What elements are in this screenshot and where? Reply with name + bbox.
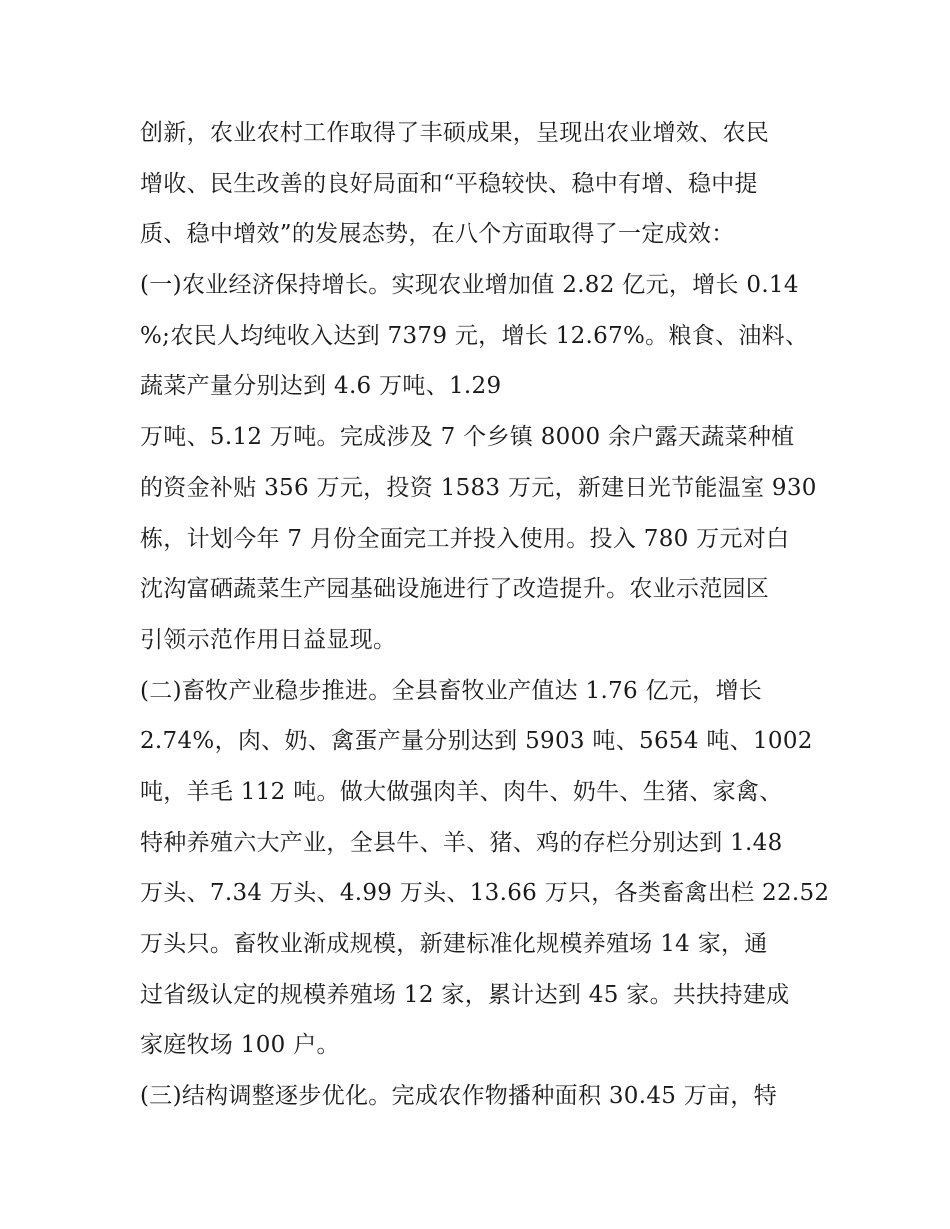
text-line: 万吨、5.12 万吨。完成涉及 7 个乡镇 8000 余户露天蔬菜种植	[140, 424, 795, 451]
section-heading-line: (一)农业经济保持增长。实现农业增加值 2.82 亿元，增长 0.14	[140, 272, 799, 299]
text-line: 沈沟富硒蔬菜生产园基础设施进行了改造提升。农业示范园区	[140, 576, 770, 603]
document-body	[140, 108, 830, 1122]
text-line: %;农民人均纯收入达到 7379 元，增长 12.67%。粮食、油料、	[140, 322, 809, 349]
text-line: 2.74%，肉、奶、禽蛋产量分别达到 5903 吨、5654 吨、1002	[140, 728, 813, 755]
section-heading-line: (三)结构调整逐步优化。完成农作物播种面积 30.45 万亩，特	[140, 1083, 778, 1110]
text-line: 引领示范作用日益显现。	[140, 626, 397, 653]
text-line: 特种养殖六大产业，全县牛、羊、猪、鸡的存栏分别达到 1.48	[140, 829, 783, 856]
section-heading-line: (二)畜牧产业稳步推进。全县畜牧业产值达 1.76 亿元，增长	[140, 677, 763, 704]
text-line: 万头只。畜牧业渐成规模，新建标准化规模养殖场 14 家，通	[140, 931, 768, 957]
text-line: 过省级认定的规模养殖场 12 家，累计达到 45 家。共扶持建成	[140, 981, 790, 1008]
text-line: 万头、7.34 万头、4.99 万头、13.66 万只，各类畜禽出栏 22.52	[140, 880, 830, 907]
text-line: 增收、民生改善的良好局面和“平稳较快、稳中有增、稳中提	[140, 170, 758, 197]
text-line: 质、稳中增效”的发展态势，在八个方面取得了一定成效：	[140, 221, 735, 248]
text-line: 蔬菜产量分别达到 4.6 万吨、1.29	[140, 373, 502, 400]
text-line: 吨，羊毛 112 吨。做大做强肉羊、肉牛、奶牛、生猪、家禽、	[140, 778, 783, 805]
text-line: 的资金补贴 356 万元，投资 1583 万元，新建日光节能温室 930	[140, 474, 817, 501]
text-line: 家庭牧场 100 户。	[140, 1032, 340, 1059]
text-line: 创新，农业农村工作取得了丰硕成果，呈现出农业增效、农民	[140, 120, 770, 146]
text-line: 栋，计划今年 7 月份全面完工并投入使用。投入 780 万元对白	[140, 525, 790, 552]
